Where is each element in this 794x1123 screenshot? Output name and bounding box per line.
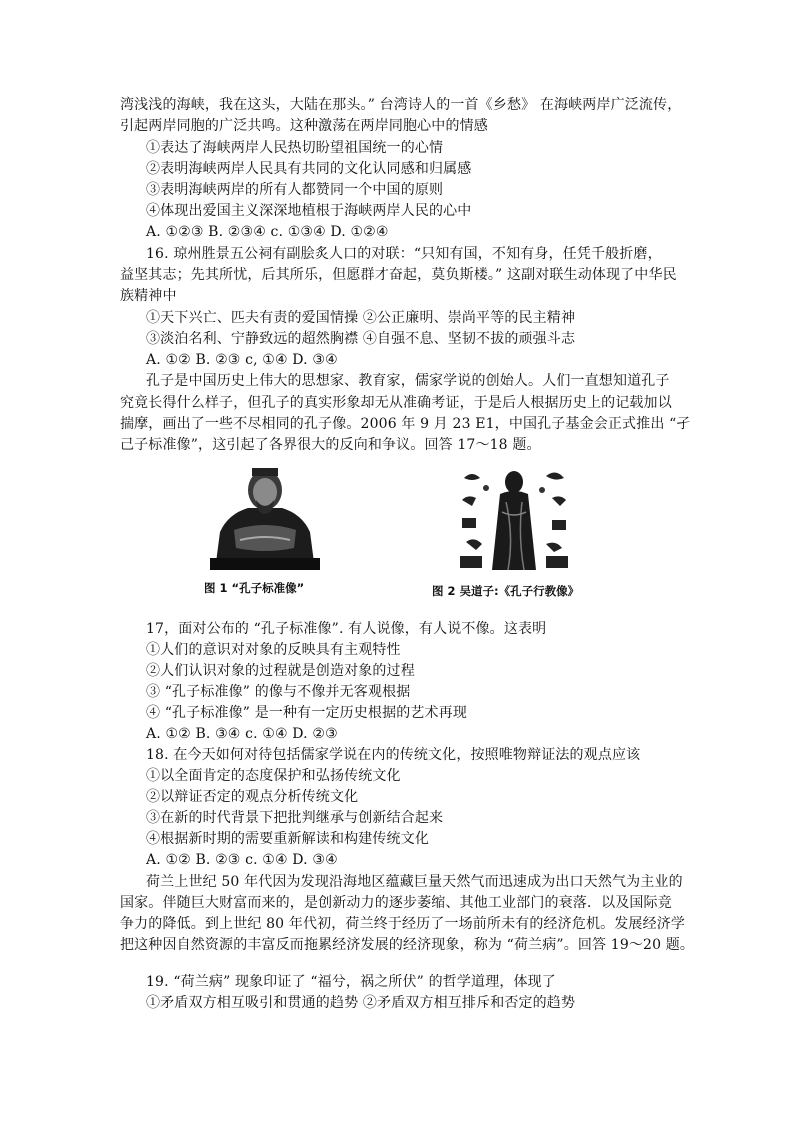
intro-option-2: ②表明海峡两岸人民具有共同的文化认同感和归属感 xyxy=(146,161,472,177)
q16-options-row-1: ①天下兴亡、匹夫有责的爱国情操 ②公正廉明、崇尚平等的民主精神 xyxy=(146,310,576,326)
intro-line-2: 引起两岸同胞的广泛共鸣。这种激荡在两岸同胞心中的情感 xyxy=(120,118,488,134)
q18-option-3: ③在新的时代背景下把批判继承与创新结合起来 xyxy=(146,810,444,826)
confucius-standard-portrait-image xyxy=(210,462,320,570)
confucius-teaching-portrait-image xyxy=(458,466,570,570)
holland-para-4: 把这种因自然资源的丰富反而拖累经济发展的经济现象，称为 “荷兰病”。回答 19～20 题。 xyxy=(120,937,695,953)
confucius-intro-3: 揣摩，画出了一些不尽相同的孔子像。2006 年 9 月 23 E1，中国孔子基金会正式推出 “孑 xyxy=(120,416,691,432)
figure-1-caption: 图 1 “孔子标准像” xyxy=(204,581,305,595)
q19-stem: 19. “荷兰病” 现象印证了 “福兮，祸之所伏” 的哲学道理，体现了 xyxy=(146,974,556,990)
intro-option-4: ④体现出爱国主义深深地植根于海峡两岸人民的心中 xyxy=(146,203,472,219)
q17-answers: A. ①② B. ③④ c. ①④ D. ②③ xyxy=(146,726,338,742)
q17-option-4: ④ “孔子标准像” 是一种有一定历史根据的艺术再现 xyxy=(146,705,467,721)
q17-option-1: ①人们的意识对对象的反映具有主观特性 xyxy=(146,642,401,658)
q18-stem: 18. 在今天如何对待包括儒家学说在内的传统文化，按照唯物辩证法的观点应该 xyxy=(146,747,641,763)
confucius-intro-1: 孔子是中国历史上伟大的思想家、教育家，儒家学说的创始人。人们一直想知道孔子 xyxy=(146,373,670,389)
q16-stem-1: 16. 琼州胜景五公祠有副脍炙人口的对联：“只知有国，不知有身，任凭千般折磨， xyxy=(146,246,662,262)
q16-answers: A. ①② B. ②③ c, ①④ D. ③④ xyxy=(146,352,338,368)
q16-options-row-2: ③淡泊名利、宁静致远的超然胸襟 ④自强不息、坚韧不拔的顽强斗志 xyxy=(146,331,576,347)
q17-option-3: ③ “孔子标准像” 的像与不像并无客观根据 xyxy=(146,684,411,700)
q18-option-1: ①以全面肯定的态度保护和弘扬传统文化 xyxy=(146,768,401,784)
intro-option-1: ①表达了海峡两岸人民热切盼望祖国统一的心情 xyxy=(146,140,444,156)
holland-para-2: 国家。伴随巨大财富而来的，是创新动力的逐步萎缩、其他工业部门的衰落．以及国际竞 xyxy=(120,895,672,911)
q17-stem: 17，面对公布的 “孔子标准像”. 有人说像，有人说不像。这表明 xyxy=(146,621,547,637)
q19-options-row: ①矛盾双方相互吸引和贯通的趋势 ②矛盾双方相互排斥和否定的趋势 xyxy=(146,995,576,1011)
q18-option-4: ④根据新时期的需要重新解读和构建传统文化 xyxy=(146,831,429,847)
holland-para-1: 荷兰上世纪 50 年代因为发现沿海地区蕴藏巨量天然气而迅速成为出口天然气为主业的 xyxy=(146,874,683,890)
q16-stem-2: 益坚其志；先其所忧，后其所乐，但愿群才奋起，莫负斯楼。” 这副对联生动体现了中华民 xyxy=(120,267,677,283)
figure-2-caption: 图 2 吴道子:《孔子行教像》 xyxy=(432,584,580,598)
intro-line-1: 湾浅浅的海峡，我在这头，大陆在那头。” 台湾诗人的一首《乡愁》 在海峡两岸广泛流传， xyxy=(120,97,682,113)
intro-answers: A. ①②③ B. ②③④ c. ①③④ D. ①②④ xyxy=(146,224,389,240)
q18-option-2: ②以辩证否定的观点分析传统文化 xyxy=(146,789,359,805)
confucius-intro-2: 究竟长得什么样子，但孔子的真实形象却无从准确考证，于是后人根据历史上的记载加以 xyxy=(120,395,672,411)
confucius-intro-4: 己子标准像”，这引起了各界很大的反向和争议。回答 17～18 题。 xyxy=(120,437,541,453)
q16-stem-3: 族精神中 xyxy=(120,288,177,304)
q18-answers: A. ①② B. ②③ c. ①④ D. ③④ xyxy=(146,852,338,868)
holland-para-3: 争力的降低。到上世纪 80 年代初，荷兰终于经历了一场前所未有的经济危机。发展经济学 xyxy=(120,916,686,932)
intro-option-3: ③表明海峡两岸的所有人都赞同一个中国的原则 xyxy=(146,182,444,198)
q17-option-2: ②人们认识对象的过程就是创造对象的过程 xyxy=(146,663,415,679)
